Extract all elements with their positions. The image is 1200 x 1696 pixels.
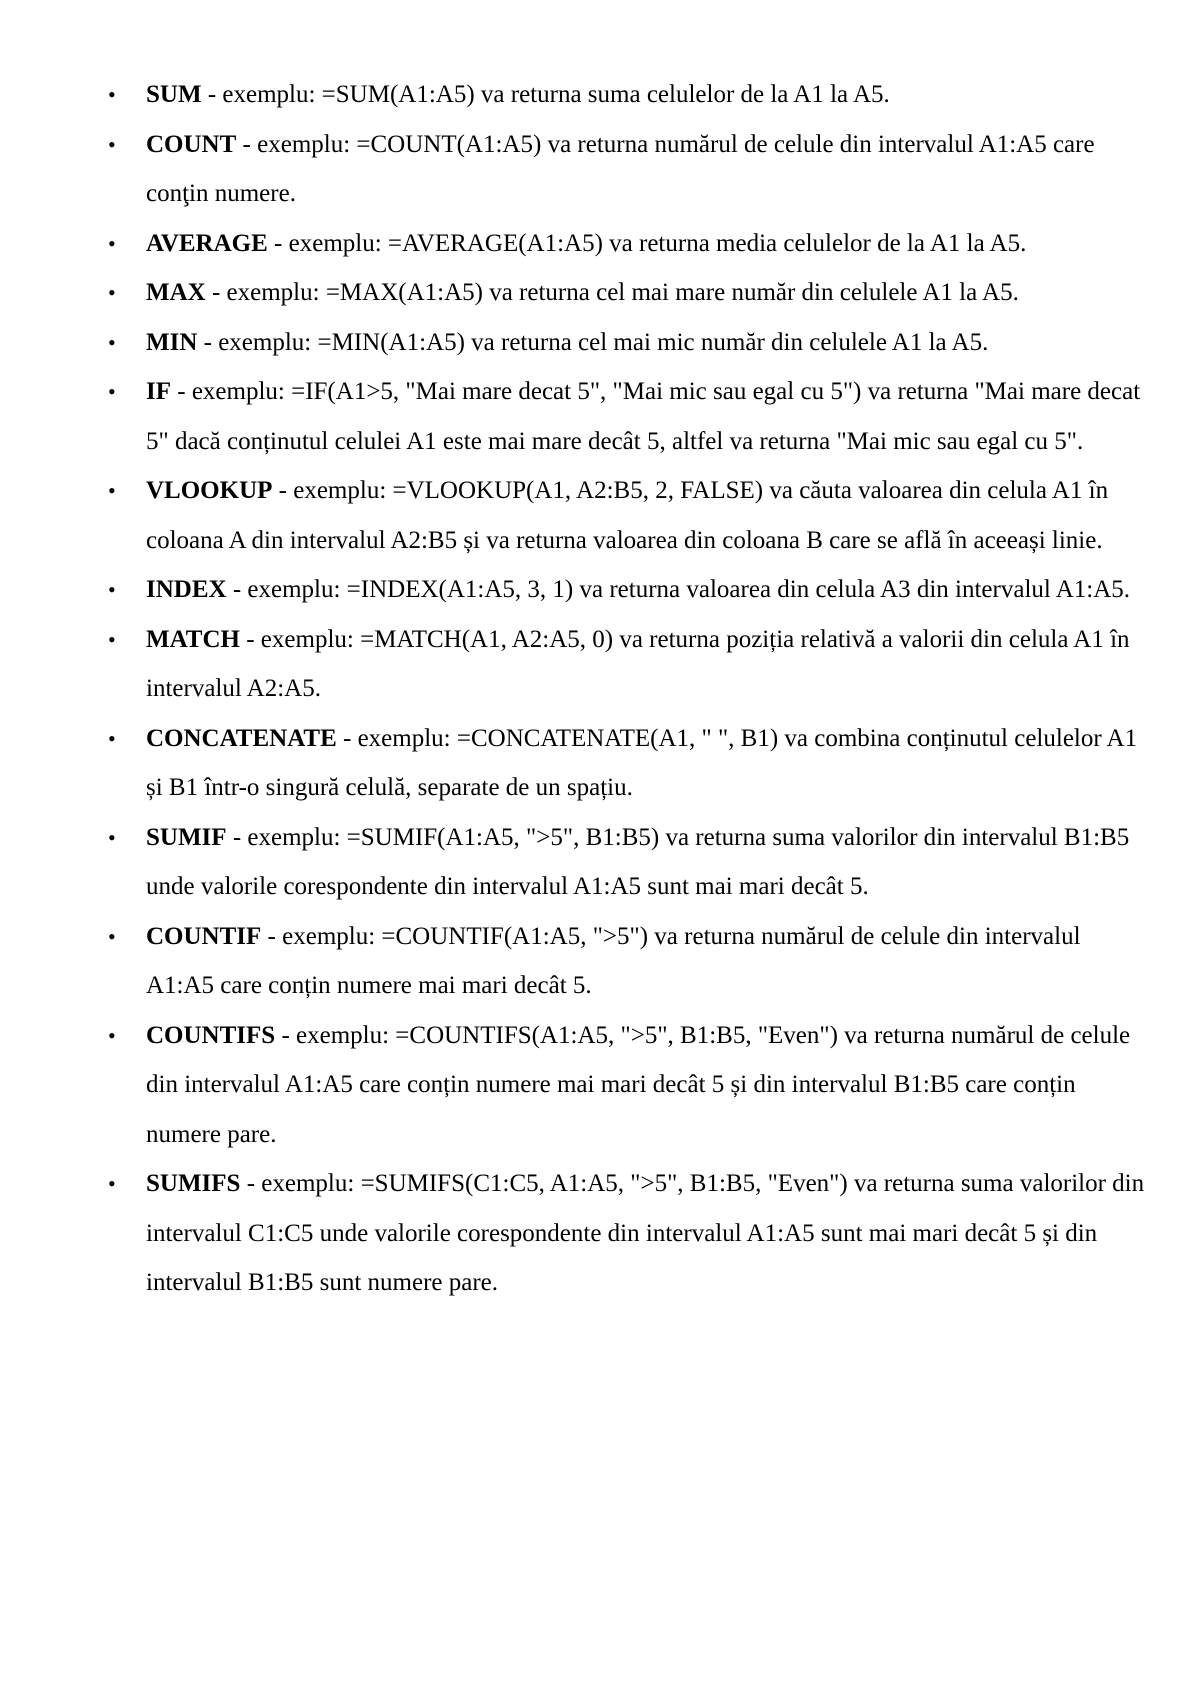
function-description: - exemplu: =SUM(A1:A5) va returna suma celulelor de la A1 la A5. (201, 81, 890, 108)
function-description: - exemplu: =COUNTIF(A1:A5, ">5") va returna numărul de celule din intervalul A1:A5 care conțin numere mai mari decât 5. (146, 922, 1081, 999)
list-item (108, 615, 1146, 714)
function-name: AVERAGE (146, 229, 268, 257)
list-item (108, 1159, 1146, 1308)
bullet-icon: • (108, 131, 116, 157)
bullet-icon: • (108, 82, 116, 107)
list-item (108, 268, 1146, 318)
function-description: - exemplu: =SUMIF(A1:A5, ">5", B1:B5) va returna suma valorilor din intervalul B1:B5 unde valorile corespondente din intervalul A1:A5 sunt mai mari decât 5. (146, 823, 1130, 900)
list-item (108, 219, 1146, 269)
bullet-icon: • (108, 478, 116, 503)
function-name: SUMIFS (146, 1170, 241, 1197)
function-name: IF (146, 378, 171, 405)
list-item (108, 70, 1146, 120)
list-item (108, 466, 1146, 565)
function-name: SUMIF (146, 823, 227, 851)
function-name: MATCH (146, 625, 240, 653)
function-description: - exemplu: =MATCH(A1, A2:A5, 0) va returna poziția relativă a valorii din celula A1 în intervalul A2:A5. (146, 625, 1130, 702)
bullet-icon: • (108, 626, 116, 652)
function-name: MIN (146, 328, 198, 356)
bullet-icon: • (108, 280, 116, 305)
function-description: - exemplu: =VLOOKUP(A1, A2:B5, 2, FALSE) va căuta valoarea din celula A1 în coloana A din intervalul A2:B5 și va returna valoarea din coloana B care se află în aceeași linie. (146, 477, 1109, 554)
function-description: - exemplu: =CONCATENATE(A1, " ", B1) va combina conținutul celulelor A1 și B1 într-o singură celulă, separate de un spațiu. (146, 724, 1138, 801)
list-item (108, 912, 1146, 1011)
function-description: - exemplu: =COUNTIFS(A1:A5, ">5", B1:B5, "Even") va returna numărul de celule din intervalul A1:A5 care conțin numere mai mari decât 5 și din intervalul B1:B5 care conțin numere pare. (146, 1021, 1131, 1148)
bullet-icon: • (108, 329, 116, 355)
function-description: - exemplu: =AVERAGE(A1:A5) va returna media celulelor de la A1 la A5. (267, 229, 1027, 257)
function-description: - exemplu: =MAX(A1:A5) va returna cel mai mare număr din celulele A1 la A5. (205, 279, 1019, 306)
bullet-icon: • (108, 725, 116, 751)
function-name: VLOOKUP (146, 477, 273, 504)
bullet-icon: • (108, 230, 116, 256)
function-list (108, 70, 1146, 1308)
bullet-icon: • (108, 1171, 116, 1196)
bullet-icon: • (108, 577, 116, 602)
list-item (108, 120, 1146, 219)
list-item (108, 318, 1146, 368)
list-item (108, 813, 1146, 912)
bullet-icon: • (108, 1022, 116, 1048)
function-description: - exemplu: =IF(A1>5, "Mai mare decat 5", "Mai mic sau egal cu 5") va returna "Mai mare decat 5" dacă conținutul celulei A1 este mai mare decât 5, altfel va returna "Mai mic sau egal cu 5". (146, 378, 1141, 455)
bullet-icon: • (108, 824, 116, 850)
function-name: SUM (146, 81, 202, 108)
function-name: MAX (146, 279, 206, 306)
function-description: - exemplu: =MIN(A1:A5) va returna cel mai mic număr din celulele A1 la A5. (197, 328, 989, 356)
function-name: COUNTIF (146, 922, 262, 950)
list-item (108, 1011, 1146, 1160)
function-description: - exemplu: =SUMIFS(C1:C5, A1:A5, ">5", B1:B5, "Even") va returna suma valorilor din intervalul C1:C5 unde valorile corespondente din intervalul A1:A5 sunt mai mari decât 5 și din intervalul B1:B5 sunt numere pare. (146, 1170, 1145, 1296)
function-name: CONCATENATE (146, 724, 337, 752)
list-item (108, 714, 1146, 813)
bullet-icon: • (108, 923, 116, 949)
function-description: - exemplu: =INDEX(A1:A5, 3, 1) va returna valoarea din celula A3 din intervalul A1:A5. (226, 576, 1131, 603)
function-name: INDEX (146, 576, 227, 603)
list-item (108, 565, 1146, 615)
function-name: COUNTIFS (146, 1021, 276, 1049)
bullet-icon: • (108, 379, 116, 404)
function-name: COUNT (146, 130, 237, 158)
function-description: - exemplu: =COUNT(A1:A5) va returna numărul de celule din intervalul A1:A5 care conţin numere. (146, 130, 1095, 207)
list-item (108, 367, 1146, 466)
